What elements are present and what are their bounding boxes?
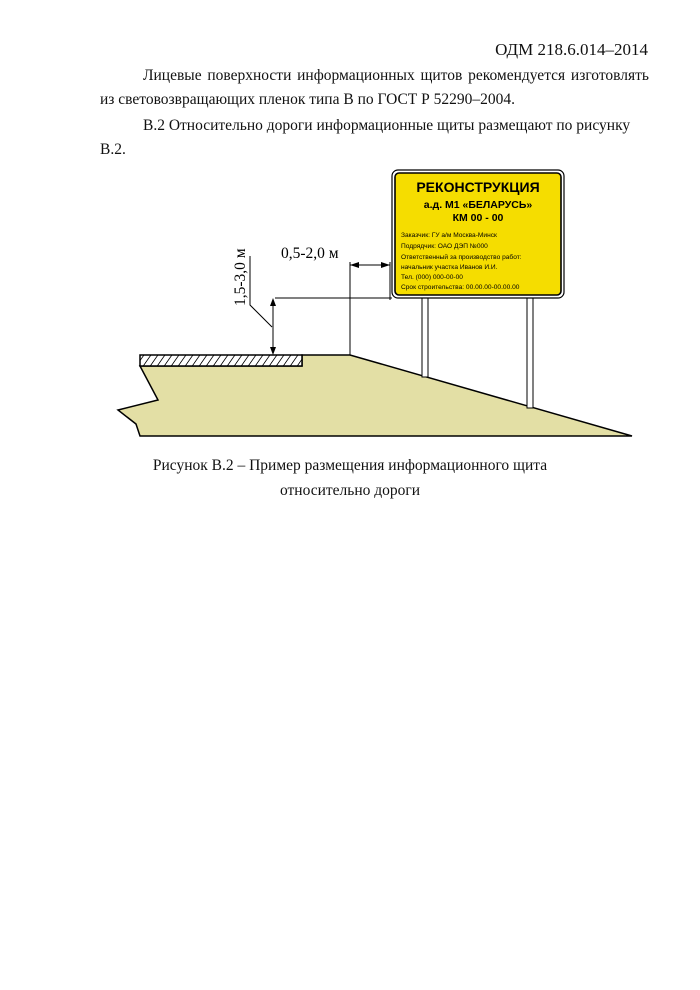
sign-title: РЕКОНСТРУКЦИЯ <box>416 179 540 195</box>
information-sign <box>392 170 564 298</box>
dimension-arrows <box>270 262 390 355</box>
paragraph-film-requirements: Лицевые поверхности информационных щитов рекомендуется изготовлять из световозвращающих пленок типа В по ГОСТ Р 52290–2004. <box>100 67 649 108</box>
road-surface-hatched <box>140 355 302 366</box>
sign-post-right <box>527 298 533 408</box>
sign-line-contractor: Подрядчик: ОАО ДЭП №000 <box>401 243 488 250</box>
sign-road-name: а.д. М1 «БЕЛАРУСЬ» <box>423 199 533 211</box>
sign-line-term: Срок строительства: 00.00.00-00.00.00 <box>401 284 520 291</box>
sign-post-left <box>422 298 428 377</box>
figure-caption-line-1: Рисунок В.2 – Пример размещения информационного щита <box>152 457 548 474</box>
sign-line-responsible: Ответственный за производство работ: <box>401 254 522 261</box>
document-code: ОДМ 218.6.014–2014 <box>495 40 648 59</box>
dimension-label-vertical: 1,5-3,0 м <box>232 248 249 306</box>
sign-line-customer: Заказчик: ГУ а/м Москва-Минск <box>401 232 497 239</box>
ground-embankment <box>118 355 632 436</box>
sign-km: КМ 00 - 00 <box>452 212 504 224</box>
dimension-label-horizontal: 0,5-2,0 м <box>281 245 339 262</box>
figure-caption-line-2: относительно дороги <box>279 482 421 499</box>
paragraph-placement-reference: В.2 Относительно дороги информационные щиты размещают по рисунку В.2. <box>100 117 631 158</box>
sign-line-phone: Тел. (000) 000-00-00 <box>401 274 463 281</box>
sign-line-chief: начальник участка Иванов И.И. <box>401 264 498 271</box>
sign-placement-figure <box>0 160 700 460</box>
